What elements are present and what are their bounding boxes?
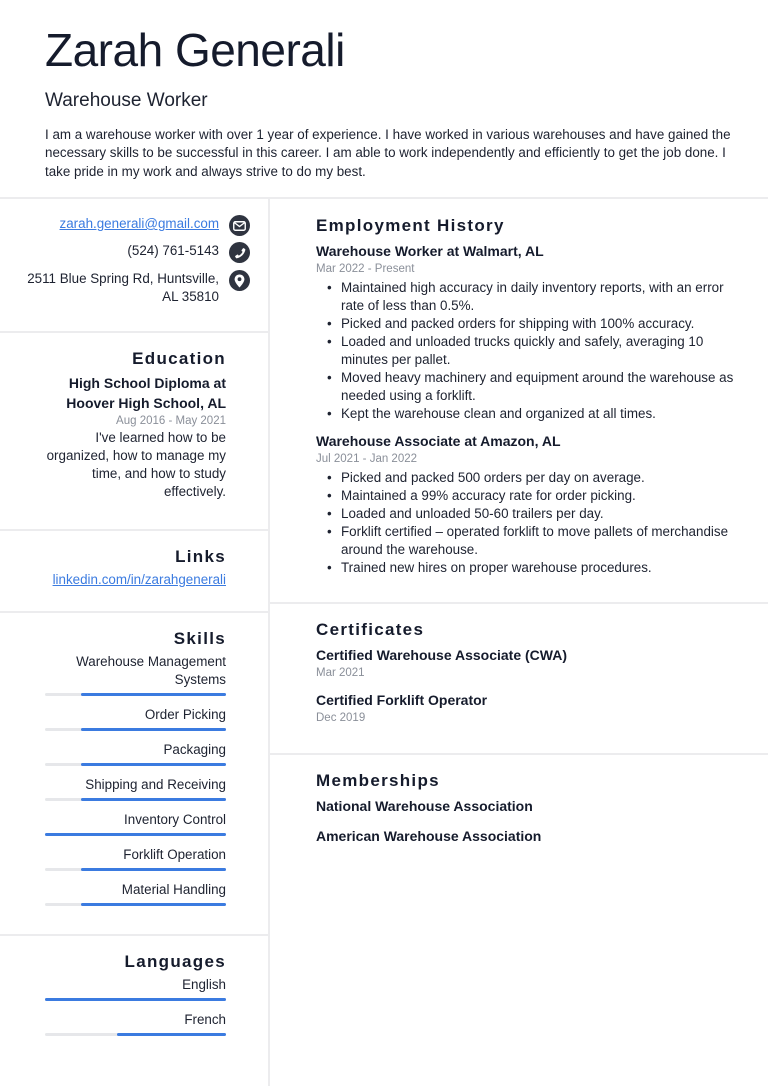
certificate-date: Dec 2019 <box>316 712 366 724</box>
skill-level-fill <box>81 763 226 766</box>
job-bullet: • Maintained a 99% accuracy rate for order picking. <box>316 487 736 505</box>
certificate-name: Certified Warehouse Associate (CWA) <box>316 647 568 663</box>
address-line-1: 2511 Blue Spring Rd, Huntsville, <box>27 271 219 286</box>
skill-label: Forklift Operation <box>123 847 226 862</box>
job-bullets <box>316 469 736 577</box>
linkedin-link[interactable]: linkedin.com/in/zarahgenerali <box>52 572 226 587</box>
education-description: I've learned how to be organized, how to manage my time, and how to study effectively. <box>46 430 226 499</box>
language-level-fill <box>117 1033 226 1036</box>
job-bullet: • Kept the warehouse clean and organized at all times. <box>316 405 736 423</box>
skill-level-fill <box>45 833 226 836</box>
skill-level-fill <box>81 903 226 906</box>
membership-item: National Warehouse Association <box>316 798 533 814</box>
job-bullets <box>316 279 736 423</box>
language-label: French <box>184 1012 226 1027</box>
certificate-item <box>316 645 736 681</box>
address <box>27 270 219 306</box>
skill-level-bar <box>45 693 226 696</box>
languages-section <box>0 936 268 1086</box>
employment-section <box>270 199 768 604</box>
links-heading: Links <box>175 547 226 566</box>
skill-level-bar <box>45 868 226 871</box>
language-item <box>45 1011 226 1036</box>
skill-label: Packaging <box>163 742 226 757</box>
job-date: Mar 2022 - Present <box>316 263 415 275</box>
email-row <box>60 215 250 236</box>
skill-label: Order Picking <box>144 707 226 722</box>
language-level-fill <box>45 998 226 1001</box>
job-bullet: • Picked and packed 500 orders per day on average. <box>316 469 736 487</box>
email-link[interactable]: zarah.generali@gmail.com <box>59 216 219 231</box>
membership-item: American Warehouse Association <box>316 828 542 844</box>
skill-item <box>45 706 226 731</box>
languages-heading: Languages <box>124 952 226 971</box>
skill-level-bar <box>45 798 226 801</box>
phone-row <box>127 242 250 263</box>
skill-level-fill <box>81 798 226 801</box>
skill-item <box>45 776 226 801</box>
employment-heading: Employment History <box>316 216 505 235</box>
skill-level-fill <box>81 728 226 731</box>
address-row <box>27 270 250 306</box>
skill-label: Warehouse Management Systems <box>76 654 226 687</box>
memberships-heading: Memberships <box>316 771 440 790</box>
job-bullet: • Loaded and unloaded 50-60 trailers per day. <box>316 505 736 523</box>
address-line-2: AL 35810 <box>162 289 219 304</box>
skill-level-bar <box>45 833 226 836</box>
certificates-heading: Certificates <box>316 620 425 639</box>
contact-section <box>0 199 268 333</box>
phone-number: (524) 761-5143 <box>127 243 219 258</box>
language-label: English <box>182 977 226 992</box>
job-bullet: • Maintained high accuracy in daily inventory reports, with an error rate of less than 0.5%. <box>316 279 736 315</box>
degree-line-1: High School Diploma at <box>68 375 226 391</box>
envelope-icon <box>229 215 250 236</box>
skill-level-fill <box>81 693 226 696</box>
memberships-section <box>270 755 768 895</box>
summary-paragraph: I am a warehouse worker with over 1 year of experience. I have worked in various warehouses and have gained the necessary skills to be successful in this career. I am able to work independently and efficiently to get the job done. I take pride in my work and always strive to do my best. <box>45 127 731 179</box>
skill-level-bar <box>45 728 226 731</box>
job-bullet: • Picked and packed orders for shipping with 100% accuracy. <box>316 315 736 333</box>
certificate-name: Certified Forklift Operator <box>316 692 488 708</box>
skill-level-bar <box>45 763 226 766</box>
job-bullet: • Forklift certified – operated forklift to move pallets of merchandise around the warehouse. <box>316 523 736 559</box>
language-level-bar <box>45 1033 226 1036</box>
language-level-bar <box>45 998 226 1001</box>
certificate-item <box>316 690 736 726</box>
skill-item <box>45 741 226 766</box>
skill-label: Shipping and Receiving <box>85 777 226 792</box>
education-degree <box>45 373 226 413</box>
resume-header <box>0 0 768 199</box>
degree-line-2: Hoover High School, AL <box>66 395 226 411</box>
skills-section <box>0 613 268 936</box>
job-title: Warehouse Associate at Amazon, AL <box>316 433 561 449</box>
phone-icon <box>229 242 250 263</box>
skill-level-bar <box>45 903 226 906</box>
education-heading: Education <box>132 349 226 368</box>
map-pin-icon <box>229 270 250 291</box>
job-title: Warehouse Worker at Walmart, AL <box>316 243 544 259</box>
skill-level-fill <box>81 868 226 871</box>
job-bullet: • Moved heavy machinery and equipment around the warehouse as needed using a forklift. <box>316 369 736 405</box>
candidate-title: Warehouse Worker <box>45 90 208 111</box>
job-date: Jul 2021 - Jan 2022 <box>316 453 418 465</box>
job-bullet: • Loaded and unloaded trucks quickly and safely, averaging 10 minutes per pallet. <box>316 333 736 369</box>
job-entry <box>316 241 736 423</box>
candidate-name: Zarah Generali <box>45 24 345 76</box>
skill-item <box>45 653 226 696</box>
education-section <box>0 333 268 531</box>
certificates-section <box>270 604 768 755</box>
skill-item <box>45 811 226 836</box>
sidebar <box>0 199 270 1086</box>
job-entry <box>316 431 736 577</box>
certificate-date: Mar 2021 <box>316 667 365 679</box>
skill-item <box>45 846 226 871</box>
skill-label: Inventory Control <box>124 812 226 827</box>
skill-label: Material Handling <box>121 882 226 897</box>
language-item <box>45 976 226 1001</box>
links-section <box>0 531 268 613</box>
job-bullet: • Trained new hires on proper warehouse procedures. <box>316 559 736 577</box>
education-date: Aug 2016 - May 2021 <box>116 415 226 427</box>
skills-heading: Skills <box>173 629 226 648</box>
skill-item <box>45 881 226 906</box>
